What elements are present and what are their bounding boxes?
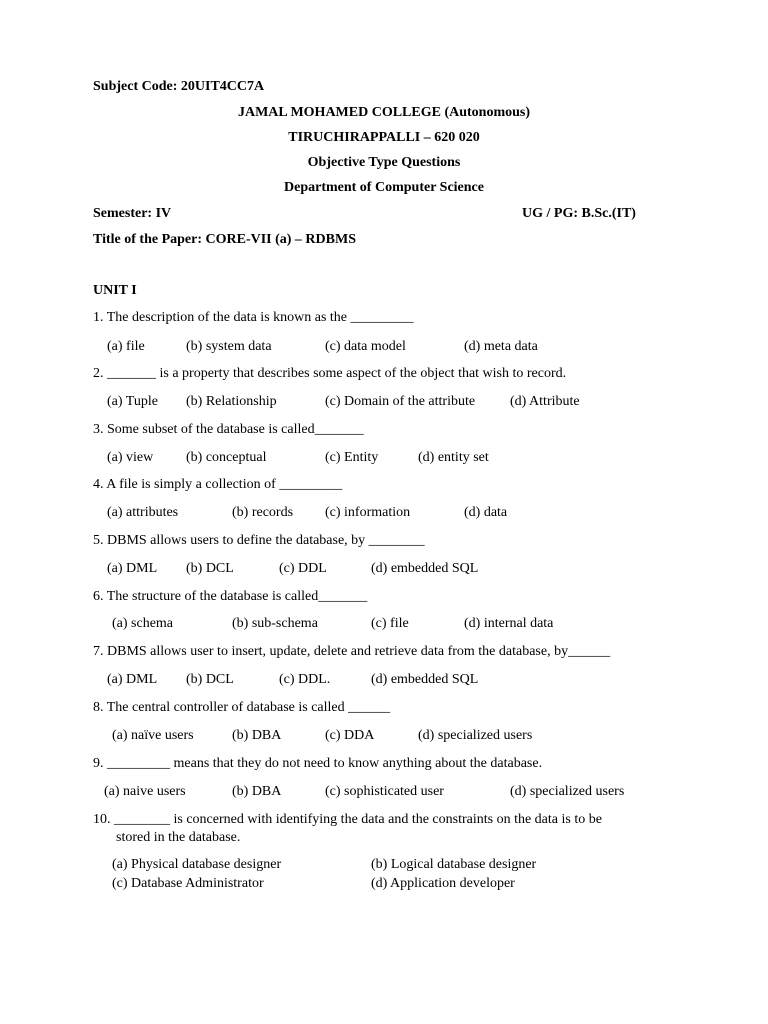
program: UG / PG: B.Sc.(IT) bbox=[522, 206, 636, 221]
q5-option-c: (c) DDL bbox=[279, 561, 327, 576]
q10-option-c: (c) Database Administrator bbox=[112, 876, 264, 891]
q9-option-c: (c) sophisticated user bbox=[325, 784, 444, 799]
semester: Semester: IV bbox=[93, 206, 172, 221]
question-2: 2. _______ is a property that describes some aspect of the object that wish to record. bbox=[93, 366, 567, 381]
q10-option-b: (b) Logical database designer bbox=[371, 857, 537, 872]
q6-option-d: (d) internal data bbox=[464, 616, 554, 631]
q6-option-c: (c) file bbox=[371, 616, 409, 631]
q1-option-c: (c) data model bbox=[325, 339, 406, 354]
q3-option-a: (a) view bbox=[107, 450, 154, 465]
q2-option-d: (d) Attribute bbox=[510, 394, 580, 409]
q1-option-d: (d) meta data bbox=[464, 339, 538, 354]
question-8: 8. The central controller of database is called ______ bbox=[93, 700, 391, 715]
q5-option-a: (a) DML bbox=[107, 561, 158, 576]
q5-option-b: (b) DCL bbox=[186, 561, 234, 576]
question-9: 9. _________ means that they do not need to know anything about the database. bbox=[93, 756, 543, 771]
q10-option-d: (d) Application developer bbox=[371, 876, 515, 891]
q2-option-b: (b) Relationship bbox=[186, 394, 277, 409]
q5-option-d: (d) embedded SQL bbox=[371, 561, 479, 576]
q8-option-d: (d) specialized users bbox=[418, 728, 533, 743]
q7-option-c: (c) DDL. bbox=[279, 672, 331, 687]
question-10-continued: stored in the database. bbox=[116, 830, 241, 845]
q7-option-b: (b) DCL bbox=[186, 672, 234, 687]
question-10: 10. ________ is concerned with identifying the data and the constraints on the data is to be bbox=[93, 812, 602, 827]
q4-option-a: (a) attributes bbox=[107, 505, 179, 520]
q4-option-d: (d) data bbox=[464, 505, 508, 520]
q10-option-a: (a) Physical database designer bbox=[112, 857, 282, 872]
question-1: 1. The description of the data is known as the _________ bbox=[93, 310, 414, 325]
subject-code: Subject Code: 20UIT4CC7A bbox=[93, 79, 265, 94]
q9-option-d: (d) specialized users bbox=[510, 784, 625, 799]
q4-option-b: (b) records bbox=[232, 505, 294, 520]
q4-option-c: (c) information bbox=[325, 505, 411, 520]
college-city: TIRUCHIRAPPALLI – 620 020 bbox=[288, 130, 480, 145]
paper-title: Title of the Paper: CORE-VII (a) – RDBMS bbox=[93, 232, 356, 247]
question-5: 5. DBMS allows users to define the database, by ________ bbox=[93, 533, 425, 548]
question-3: 3. Some subset of the database is called_______ bbox=[93, 422, 364, 437]
q2-option-a: (a) Tuple bbox=[107, 394, 158, 409]
question-7: 7. DBMS allows user to insert, update, delete and retrieve data from the database, by______ bbox=[93, 644, 611, 659]
q8-option-b: (b) DBA bbox=[232, 728, 282, 743]
q3-option-b: (b) conceptual bbox=[186, 450, 267, 465]
q1-option-a: (a) file bbox=[107, 339, 145, 354]
q1-option-b: (b) system data bbox=[186, 339, 272, 354]
unit-heading: UNIT I bbox=[93, 283, 137, 298]
question-4: 4. A file is simply a collection of _________ bbox=[93, 477, 343, 492]
q6-option-b: (b) sub-schema bbox=[232, 616, 318, 631]
q7-option-d: (d) embedded SQL bbox=[371, 672, 479, 687]
q2-option-c: (c) Domain of the attribute bbox=[325, 394, 476, 409]
department: Department of Computer Science bbox=[284, 180, 484, 195]
q9-option-b: (b) DBA bbox=[232, 784, 282, 799]
q8-option-a: (a) naïve users bbox=[112, 728, 194, 743]
q7-option-a: (a) DML bbox=[107, 672, 158, 687]
question-type: Objective Type Questions bbox=[307, 155, 461, 170]
q8-option-c: (c) DDA bbox=[325, 728, 375, 743]
q3-option-d: (d) entity set bbox=[418, 450, 489, 465]
q9-option-a: (a) naive users bbox=[104, 784, 186, 799]
q3-option-c: (c) Entity bbox=[325, 450, 379, 465]
question-6: 6. The structure of the database is called_______ bbox=[93, 589, 368, 604]
q6-option-a: (a) schema bbox=[112, 616, 174, 631]
college-name: JAMAL MOHAMED COLLEGE (Autonomous) bbox=[237, 105, 531, 120]
